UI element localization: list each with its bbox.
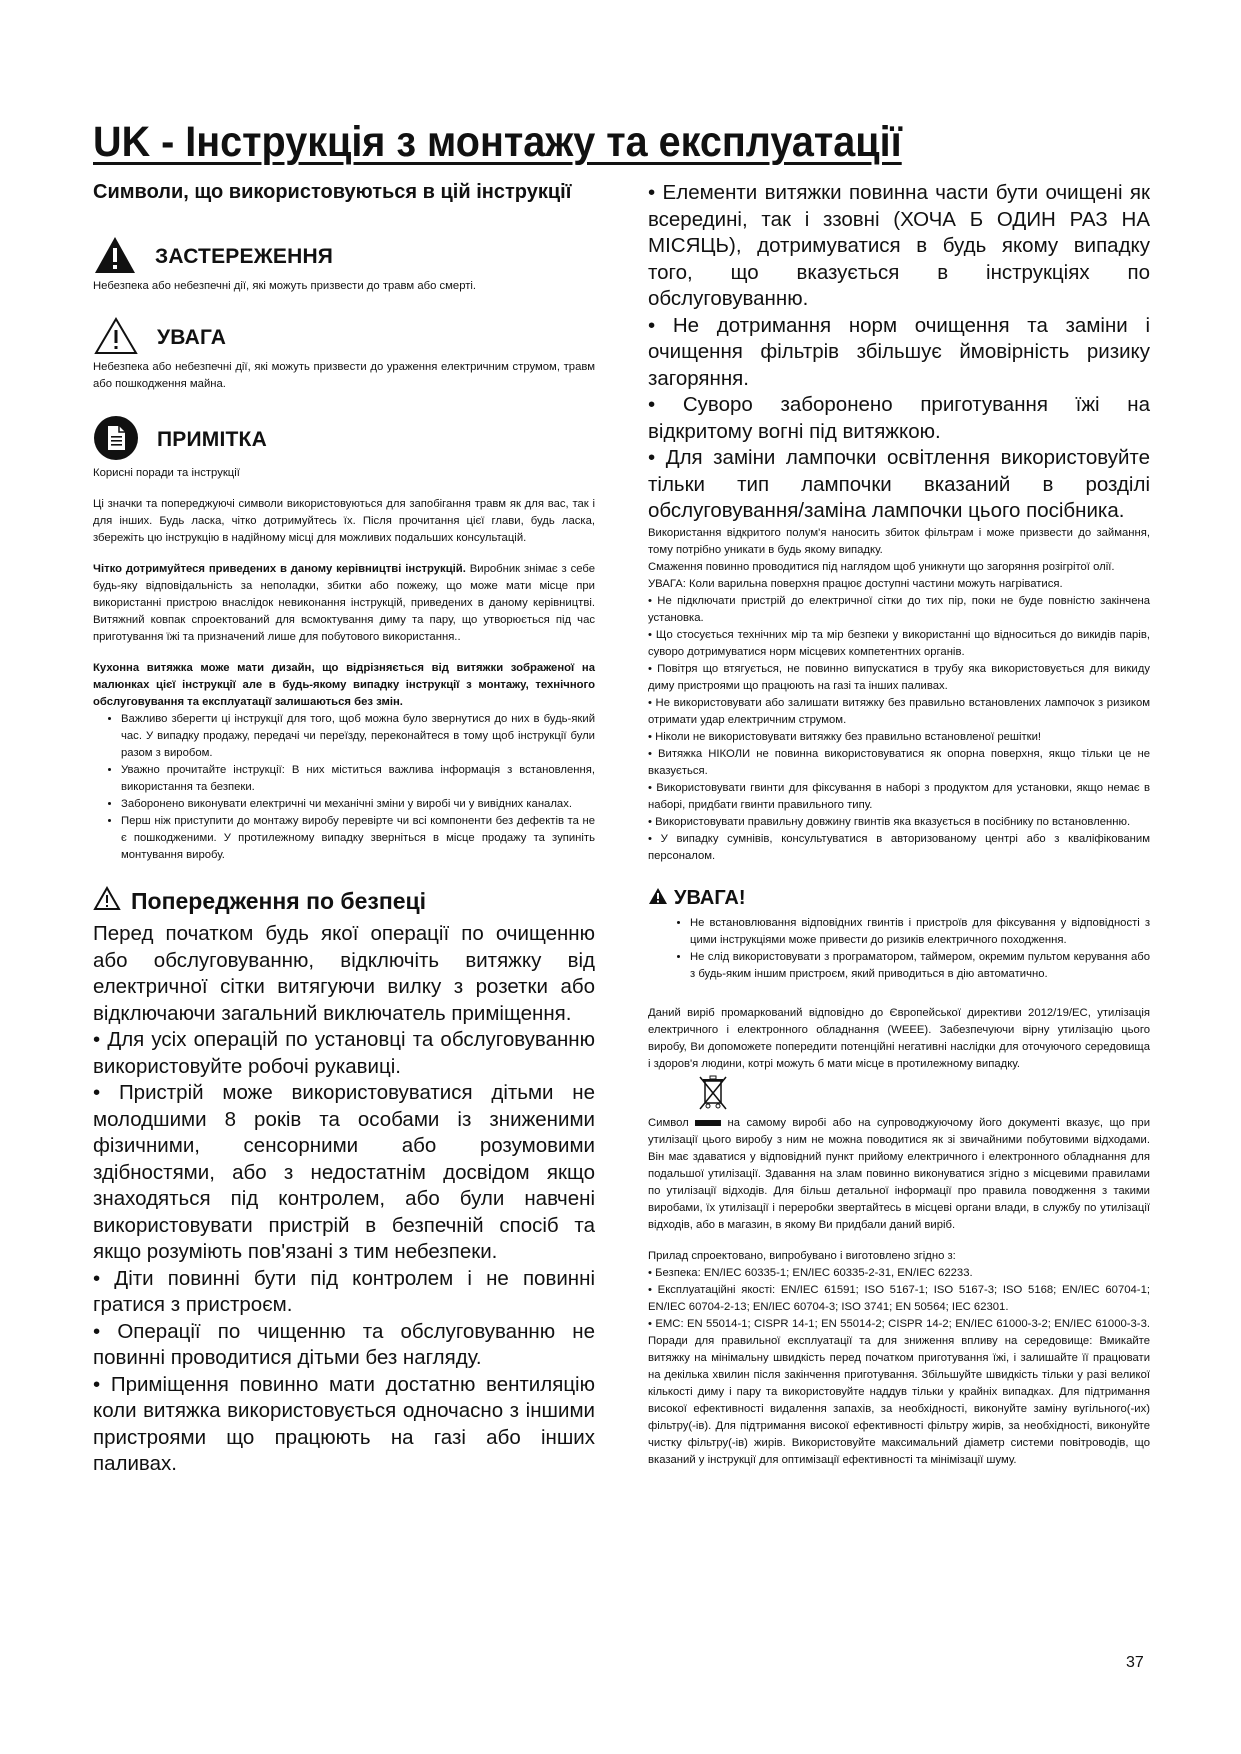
usage-paragraph: • Використовувати гвинти для фіксування в наборі з продуктом для установки, якщо немає в наборі, придбати гвинти правильного типу.: [648, 781, 1150, 811]
usage-paragraph: • Використовувати правильну довжину гвинтів яка вказується в посібнику по встановленню.: [648, 815, 1131, 828]
warning-heading: УВАГА!: [674, 887, 746, 909]
note-document-icon: [93, 415, 139, 466]
compliance-line: • EMC: EN 55014-1; CISPR 14-1; EN 55014-2; CISPR 14-2; EN/IEC 61000-3-2; EN/IEC 61000-3-3. Поради для правильної експлуатації та для зниження впливу на середовище: Вмикайте витяжку на мінімальну швидкість перед початком приготування їжі, і залишайте її працювати на декілька хвилин після закінчення приготування. Збільшуйте швидкість тільки у разі великої кількості диму і пару та використовуйте наддув тільки у крайніх випадках. Для підтримання високої ефективності видалення запахів, за необхідності, виконуйте заміну вугільного(-их) фільтру(-ів). Для підтримання високої ефективності фільтру жирів, за необхідності, виконуйте чистку фільтру(-ів) жирів. Використовуйте максимальний діаметр системи повітроводів, що вказаний у інструкції для оптимізації ефективності та мінімізації шуму.: [648, 1317, 1150, 1466]
symbol-note-text: Корисні поради та інструкції: [93, 467, 240, 479]
design-note-paragraph: Кухонна витяжка може мати дизайн, що відрізняється від витяжки зображеної на малюнках цієї інструкції але в будь-якому випадку інструкції з монтажу, технічного обслуговування та експлуатації залишаються без змін.: [93, 662, 595, 708]
responsibility-paragraph: [93, 561, 595, 646]
usage-paragraph: • Не використовувати або залишати витяжку без правильно встановлених лампочок з ризиком отримати удар електричним струмом.: [648, 696, 1150, 726]
black-bar-icon: [695, 1120, 721, 1126]
usage-paragraph: • Не підключати пристрій до електричної сітки до тих пір, поки не буде повністю закінчена установка.: [648, 594, 1150, 624]
responsibility-rest: Виробник знімає з себе будь-яку відповідальність за неполадки, збитки або пожежу, що може мати місце при використанні пристрою внаслідок невиконання інструкцій, приведених в даному керівництві. Витяжний ковпак спроектований для всмоктування диму та пару, що утворюється під час приготування їжі та призначений лише для побутового використання..: [93, 563, 596, 643]
usage-paragraph: Смаження повинно проводитися під наглядом щоб уникнути що загоряння розігрітої олії.: [648, 560, 1115, 573]
usage-paragraph: • У випадку сумнівів, консультуватися в авторизованому центрі або з кваліфікованим персоналом.: [648, 832, 1150, 862]
safety-paragraph: • Операції по чищенню та обслуговуванню не повинні проводитися дітьми без нагляду.: [93, 1319, 595, 1369]
weee-icon-row: [648, 1073, 1150, 1115]
warning-outline-triangle-icon: [93, 316, 139, 361]
crossed-bin-icon: [696, 1100, 730, 1117]
list-item: • Перш ніж приступити до монтажу виробу перевірте чи всі компоненти без дефектів та не є пошкодженими. У протилежному випадку зверніться в місце продажу та зупиніть монтування виробу.: [121, 813, 595, 864]
compliance-line: • Безпека: EN/IEC 60335-1; EN/IEC 60335-2-31, EN/IEC 62233.: [648, 1266, 973, 1279]
list-item: • Важливо зберегти ці інструкції для того, щоб можна було звернутися до них в будь-який час. У випадку продажу, передачі чи переїзду, переконайтеся в тому щоб інструкції були разом з виробом.: [121, 711, 595, 762]
warning-filled-triangle-icon: [648, 887, 668, 911]
safety-heading-row: [93, 886, 595, 917]
maintenance-paragraph: • Не дотримання норм очищення та заміни і очищення фільтрів збільшує ймовірність ризику загоряння.: [648, 313, 1150, 390]
usage-paragraph: • Повітря що втягується, не повинно випускатися в трубу яка використовується для викиду диму пристроями що працюють на газі та інших паливах.: [648, 662, 1150, 692]
maintenance-paragraph: • Суворо заборонено приготування їжі на відкритому вогні під витяжкою.: [648, 393, 1150, 443]
symbol-note-row: [93, 415, 595, 465]
safety-paragraph: • Діти повинні бути під контролем і не повинні гратися з пристроєм.: [93, 1266, 595, 1316]
symbol-prefix: Символ: [648, 1116, 689, 1129]
symbol-note-title: ПРИМІТКА: [157, 428, 267, 451]
symbol-caution-text: Небезпека або небезпечні дії, які можуть призвести до ураження електричним струмом, травм або пошкодження майна.: [93, 361, 595, 390]
list-item: • Заборонено виконувати електричні чи механічні зміни у виробі чи у вивідних каналах.: [121, 796, 595, 813]
safety-paragraph: • Приміщення повинно мати достатню вентиляцію коли витяжка використовується одночасно з іншими пристроями що працюють на газі або інших паливах.: [93, 1372, 595, 1475]
right-column: [648, 180, 1150, 1469]
symbol-caution-row: [93, 317, 595, 359]
safety-paragraph: Перед початком будь якої операції по очищенню або обслуговуванню, відключіть витяжку від електричної сітки витягуючи вилку з розетки або відключаючи загальний виключатель приміщення.: [93, 922, 595, 1025]
warning-list: [648, 915, 1150, 983]
symbol-caution-title: УВАГА: [157, 326, 227, 349]
compliance-line: • Експлуатаційні якості: EN/IEC 61591; ISO 5167-1; ISO 5167-3; ISO 5168; EN/IEC 60704-1; EN/IEC 60704-2-13; EN/IEC 60704-3; ISO 3741; EN 50564; IEC 62301.: [648, 1283, 1150, 1313]
maintenance-paragraph: • Для заміни лампочки освітлення використовуйте тільки тип лампочки вказаний в розділі обслуговування/заміна лампочки цього посібника.: [648, 446, 1150, 522]
usage-paragraph: УВАГА: Коли варильна поверхня працює доступні частини можуть нагріватися.: [648, 577, 1063, 590]
list-item: • Не встановлювання відповідних гвинтів і пристроїв для фіксування у відповідності з цими інструкціями може привести до ризиків електричного походження.: [690, 915, 1150, 949]
left-column: [93, 180, 595, 1478]
intro-paragraph: Ці значки та попереджуючі символи використовуються для запобігання травм як для вас, так і для інших. Будь ласка, чітко дотримуйтесь їх. Після прочитання цієї глави, будь ласка, збережіть цю інструкцію в надійному місці для можливих подальших консультацій.: [93, 498, 595, 544]
maintenance-paragraph: • Елементи витяжки повинна части бути очищені як всередині, так і ззовні (ХОЧА Б ОДИН РАЗ НА МІСЯЦЬ), дотримуватися в будь якому випадку того, що вказується в інструкціях по обслуговуванню.: [648, 181, 1150, 310]
warning-filled-triangle-icon: [93, 235, 137, 280]
responsibility-bold: Чітко дотримуйтеся приведених в даному керівництві інструкцій.: [93, 563, 466, 575]
usage-paragraph: • Витяжка НІКОЛИ не повинна використовуватися як опорна поверхня, якщо тільки це не вказується.: [648, 747, 1150, 777]
symbol-warning-row: [93, 236, 595, 278]
usage-paragraph: • Ніколи не використовувати витяжку без правильно встановленої решітки!: [648, 730, 1042, 743]
warning-outline-triangle-icon: [93, 886, 121, 917]
instructions-list: [93, 711, 595, 864]
list-item: • Уважно прочитайте інструкції: В них міститься важлива інформація з встановлення, використання та безпеки.: [121, 762, 595, 796]
page-number: 37: [1126, 1654, 1144, 1671]
warning-heading-row: [648, 887, 1150, 911]
page-title: UK - Інструкція з монтажу та експлуатації: [93, 118, 902, 166]
usage-paragraph: • Що стосується технічних мір та мір безпеки у використанні що відноситься до викидів парів, суворо дотримуватися норм місцевих компетентних органів.: [648, 628, 1150, 658]
weee-paragraph: Даний виріб промаркований відповідно до Європейської директиви 2012/19/EC, утилізація електричного і електронного обладнання (WEEE). Забезпечуючи вірну утилізацію цього виробу, Ви допоможете попередити потенційні негативні наслідки для оточуючого середовища і здоров'я людини, котрі можуть б мати місце в протилежному випадку.: [648, 1006, 1150, 1070]
list-item: • Не слід використовувати з програматором, таймером, окремим пультом керування або з будь-яким іншим пристроєм, який приводиться в дію автоматично.: [690, 949, 1150, 983]
symbols-heading: Символи, що використовуються в цій інструкції: [93, 181, 572, 203]
safety-paragraph: • Для усіх операцій по установці та обслуговуванню використовуйте робочі рукавиці.: [93, 1028, 595, 1078]
usage-paragraph: Використання відкритого полум'я наносить збиток фільтрам і може призвести до займання, тому потрібно уникати в будь якому випадку.: [648, 526, 1150, 556]
symbol-warning-title: ЗАСТЕРЕЖЕННЯ: [155, 245, 334, 268]
symbol-text: на самому виробі або на супроводжуючому його документі вказує, що при утилізації цього виробу з ним не можна поводитися як зі звичайними побутовими відходами. Він має здаватися у відповідний пункт прийому електричного і електронного обладнання для подальшої утилізації. Здавання на злам повинно виконуватися згідно з місцевими правилами по утилізації відходів. Для більш детальної інформації про правила поводження з такими виробами, їх утилізації і переробки звертайтесь в місцеві органи влади, в службу по утилізації відходів, або в магазин, в якому Ви придбали даний виріб.: [648, 1116, 1151, 1231]
safety-paragraph: • Пристрій може використовуватися дітьми не молодшими 8 років та особами із зниженими фізичними, сенсорними або розумовими здібностями, або з недостатнім досвідом якщо знаходяться під контролем, або були навчені використовувати пристрій в безпечній спосіб та якщо розуміють пов'язані з тим небезпеки.: [93, 1081, 595, 1263]
compliance-line: Прилад спроектовано, випробувано і виготовлено згідно з:: [648, 1249, 956, 1262]
symbol-paragraph: [648, 1115, 1150, 1234]
symbol-warning-text: Небезпека або небезпечні дії, які можуть призвести до травм або смерті.: [93, 280, 477, 292]
safety-heading: Попередження по безпеці: [131, 888, 427, 914]
